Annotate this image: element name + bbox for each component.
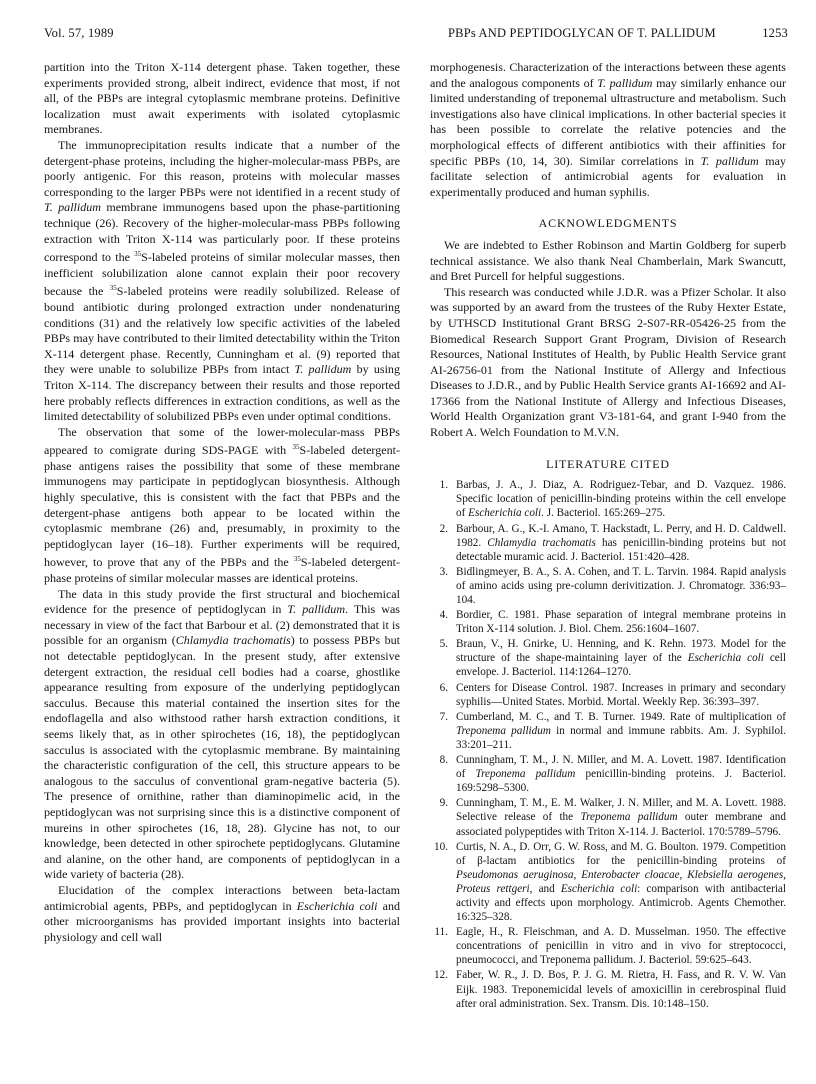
running-header [44, 26, 788, 46]
reference-number: 6. [439, 681, 448, 694]
paragraph: The immunoprecipitation results indicate that a number of the detergent-phase proteins, including the higher-molecular-mass PBPs, are poorly antigenic. For this reason, proteins with molecular masses corresponding to the larger PBPs were not identified in a recent study of T. pallidum membrane immunogens based upon the phase-partitioning technique (26). Recovery of the higher-molecular-mass PBPs following extraction with Triton X-114 was particularly poor. If these proteins correspond to the $^{35}$S-labeled proteins of similar molecular masses, then inefficient solubilization alone cannot explain their poor recovery because the $^{35}$S-labeled proteins were readily solubilized. Release of bound antibiotic during prolonged extraction under nondenaturing conditions (31) and the relatively low specific activities of the labeled PBPs may have contributed to their limited detectability within the Triton X-114 detergent phase. Recently, Cunningham et al. (9) reported that they were unable to solubilize PBPs from intact T. pallidum by using Triton X-114. The discrepancy between their results and those reported here probably reflects differences in extraction conditions, as well as the limited detectability of solubilized PBPs even under optimal conditions. [44, 137, 400, 424]
reference-item: 7. Cumberland, M. C., and T. B. Turner. 1949. Rate of multiplication of Treponema pallidum in normal and immune rabbits. Am. J. Syphilol. 33:201–211. [430, 710, 786, 752]
reference-number: 12. [434, 969, 448, 982]
reference-item: 3. Bidlingmeyer, B. A., S. A. Cohen, and T. L. Tarvin. 1984. Rapid analysis of amino acids using pre-column derivitization. J. Chromatogr. 336:93–104. [430, 565, 786, 607]
paragraph: partition into the Triton X-114 detergent phase. Taken together, these experiments provided strong, albeit indirect, evidence that most, if not all, of the PBPs are integral cytoplasmic membrane proteins. Definitive localization must await experiments with isolated cytoplasmic membranes. [44, 60, 400, 137]
running-title: PBPs AND PEPTIDOGLYCAN OF T. PALLIDUM [448, 26, 716, 40]
reference-item: 10. Curtis, N. A., D. Orr, G. W. Ross, and M. G. Boulton. 1979. Competition of β-lactam antibiotics for the penicillin-binding proteins of Pseudomonas aeruginosa, Enterobacter cloacae, Klebsiella aerogenes, Proteus rettgeri, and Escherichia coli: comparison with antibacterial activity and effects upon morphology. Antimicrob. Agents Chemother. 16:325–328. [430, 840, 786, 925]
reference-item: 8. Cunningham, T. M., J. N. Miller, and M. A. Lovett. 1987. Identification of Treponema pallidum penicillin-binding proteins. J. Bacteriol. 169:5298–5300. [430, 753, 786, 795]
literature-cited-heading: LITERATURE CITED [546, 456, 670, 471]
paragraph: Elucidation of the complex interactions between beta-lactam antimicrobial agents, PBPs, and peptidoglycan in Escherichia coli and other microorganisms has provided important insights into bacterial physiology and cell wall [44, 882, 401, 944]
reference-number: 3. [439, 565, 448, 578]
reference-number: 1. [439, 479, 448, 492]
paragraph: morphogenesis. Characterization of the interactions between these agents and the analogous components of T. pallidum may similarly enhance our limited understanding of treponemal ultrastructure and metabolism. Such investigations also have clinical implications. In other bacterial species it has been possible to correlate the relative potencies and the morphological effects of different antibiotics with their affinities for specific PBPs (10, 14, 30). Similar correlations in T. pallidum may facilitate selection of antimicrobial agents for evaluation in experimentally produced and human syphilis. [430, 60, 786, 199]
left-column [44, 60, 400, 945]
reference-list [430, 478, 786, 1010]
funding-paragraph: This research was conducted while J.D.R. was a Pfizer Scholar. It also was supported by an award from the trustees of the Ruby Hexter Estate, by UTHSCD Institutional Grant BRSG 2-S07-RR-05426-25 from the Biomedical Research Support Grant Program, Division of Research Resources, National Institutes of Health, by Public Health Service grant AI-26756-01 from the National Institute of Allergy and Infectious Diseases to J.D.R., and by Public Health Service grants AI-16692 and AI-17366 from the National Institute of Allergy and Infectious Diseases, World Health Organization grant V3-181-64, and grant I-940 from the Robert A. Welch Foundation to M.V.N. [430, 284, 786, 440]
volume-label: Vol. 57, 1989 [44, 26, 114, 40]
paragraph: The data in this study provide the first structural and biochemical evidence for the presence of peptidoglycan in T. pallidum. This was necessary in view of the fact that Barbour et al. (2) demonstrated that it is possible for an organism (Chlamydia trachomatis) to possess PBPs but not detectable peptidoglycan. In the present study, after extensive detergent extraction, the residual cell bodies had a coarse, ghostlike appearance resulting from exposure of the underlying peptidoglycan sacculus. Because this material contained the insertion sites for the endoflagella and also withstood rather harsh extraction conditions, it seems likely that, as in other spirochetes (16, 18), the peptidoglycan sacculus is associated with the cytoplasmic membrane. By maintaining the characteristic configuration of the cell, this structure appears to be analogous to the sacculus of conventional gram-negative bacteria (5). The presence of ornithine, rather than diaminopimelic acid, in the peptidoglycan was not surprising since this is a distinctive component of mureins in other spirochetes (16, 18, 28). Glycine has not, to our knowledge, been detected in other spirochete peptidoglycans. Glutamine and alanine, on the other hand, are components of peptidoglycan in a wide variety of bacteria (28). [44, 586, 400, 882]
reference-number: 7. [439, 710, 448, 723]
reference-number: 11. [434, 926, 448, 939]
reference-item: 9. Cunningham, T. M., E. M. Walker, J. N. Miller, and M. A. Lovett. 1988. Selective release of the Treponema pallidum outer membrane and associated polypeptides with Triton X-114. J. Bacteriol. 170:5789–5796. [430, 796, 786, 838]
reference-number: 4. [439, 609, 448, 622]
right-column [430, 60, 786, 1012]
reference-number: 10. [434, 840, 448, 853]
reference-item: 6. Centers for Disease Control. 1987. Increases in primary and secondary syphilis—United States. Morbid. Mortal. Weekly Rep. 36:393–397. [430, 681, 786, 709]
reference-item: 12. Faber, W. R., J. D. Bos, P. J. G. M. Rietra, H. Fass, and R. V. W. Van Eijk. 1983. Treponemicidal levels of amoxicillin in cerebrospinal fluid after oral administration. Sex. Transm. Dis. 10:148–150. [430, 968, 786, 1010]
reference-item: 4. Bordier, C. 1981. Phase separation of integral membrane proteins in Triton X-114 solution. J. Biol. Chem. 256:1604–1607. [430, 608, 786, 636]
reference-number: 9. [439, 797, 448, 810]
reference-number: 5. [439, 638, 448, 651]
reference-item: 1. Barbas, J. A., J. Diaz, A. Rodriguez-Tebar, and D. Vazquez. 1986. Specific location of penicillin-binding proteins within the cell envelope of Escherichia coli. J. Bacteriol. 165:269–275. [430, 478, 786, 520]
reference-number: 8. [439, 754, 448, 767]
acknowledgments-paragraph: We are indebted to Esther Robinson and Martin Goldberg for superb technical assistance. We also thank Neal Chamberlain, Mark Swancutt, and Bret Purcell for helpful suggestions. [430, 237, 786, 284]
reference-item: 5. Braun, V., H. Gnirke, U. Henning, and K. Rehn. 1973. Model for the structure of the shape-maintaining layer of the Escherichia coli cell envelope. J. Bacteriol. 114:1264–1270. [430, 637, 786, 679]
paragraph: The observation that some of the lower-molecular-mass PBPs appeared to comigrate during SDS-PAGE with $^{35}$S-labeled detergent-phase antigens raises the possibility that some of these membrane immunogens may participate in peptidoglycan biosynthesis. Although highly speculative, this is consistent with the fact that PBPs and the detergent-phase antigens both appear to be located within the cytoplasmic membrane (26) and, presumably, in proximity to the peptidoglycan layer (16–18). Further experiments will be required, however, to prove that any of the PBPs and the $^{35}$S-labeled detergent-phase proteins of similar molecular masses are identical proteins. [44, 424, 400, 586]
page-number: 1253 [762, 26, 788, 40]
reference-number: 2. [439, 522, 448, 535]
reference-item: 2. Barbour, A. G., K.-I. Amano, T. Hackstadt, L. Perry, and H. D. Caldwell. 1982. Chlamydia trachomatis has penicillin-binding proteins but not detectable muramic acid. J. Bacteriol. 151:420–428. [430, 522, 786, 564]
acknowledgments-heading: ACKNOWLEDGMENTS [538, 216, 678, 231]
reference-item: 11. Eagle, H., R. Fleischman, and A. D. Musselman. 1950. The effective concentrations of penicillin in vitro and in vivo for streptococci, pneumococci, and Treponema pallidum. J. Bacteriol. 59:625–643. [430, 925, 786, 967]
